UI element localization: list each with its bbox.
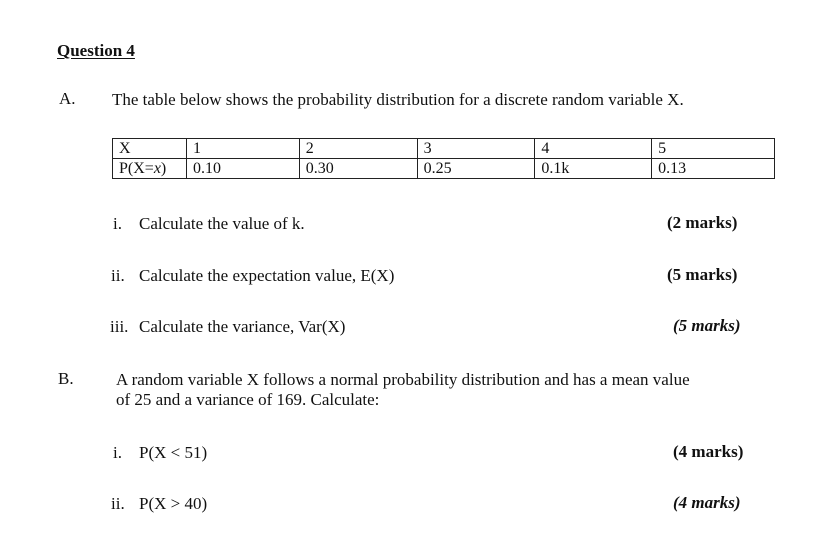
table-cell: 0.13 [652,159,775,179]
question-b-ii-number: ii. [111,494,125,513]
question-b-i-number: i. [113,443,122,462]
question-b-i-marks: (4 marks) [673,442,744,461]
table-cell: X [113,139,187,159]
table-cell: 0.1k [535,159,652,179]
section-b-label: B. [58,369,74,388]
question-a-i-text: Calculate the value of k. [139,214,305,233]
question-a-ii-marks: (5 marks) [667,265,738,284]
question-a-iii-text: Calculate the variance, Var(X) [139,317,346,336]
table-cell-prob-label: P(X=x) [113,159,187,179]
question-a-i-number: i. [113,214,122,233]
section-a-intro: The table below shows the probability distribution for a discrete random variable X. [112,90,684,109]
question-a-i-marks: (2 marks) [667,213,738,232]
question-a-ii-text: Calculate the expectation value, E(X) [139,266,395,285]
section-b-intro-line2: of 25 and a variance of 169. Calculate: [116,390,380,409]
table-cell: 5 [652,139,775,159]
question-a-ii-number: ii. [111,266,125,285]
probability-distribution-table [112,138,775,179]
question-a-iii-number: iii. [110,317,129,336]
section-a-label: A. [59,89,76,108]
table-cell: 3 [417,139,535,159]
table-cell: 1 [186,139,299,159]
table-cell: 0.25 [417,159,535,179]
table-cell: 4 [535,139,652,159]
question-b-i-text: P(X < 51) [139,443,208,462]
table-cell: 0.10 [186,159,299,179]
table-cell: 0.30 [299,159,417,179]
section-b-intro-line1: A random variable X follows a normal probability distribution and has a mean value [116,370,690,389]
question-a-iii-marks: (5 marks) [673,316,741,335]
question-b-ii-marks: (4 marks) [673,493,741,512]
table-row-x-values [113,139,775,159]
question-heading: Question 4 [57,41,135,60]
table-cell: 2 [299,139,417,159]
question-b-ii-text: P(X > 40) [139,494,208,513]
table-row-probabilities [113,159,775,179]
